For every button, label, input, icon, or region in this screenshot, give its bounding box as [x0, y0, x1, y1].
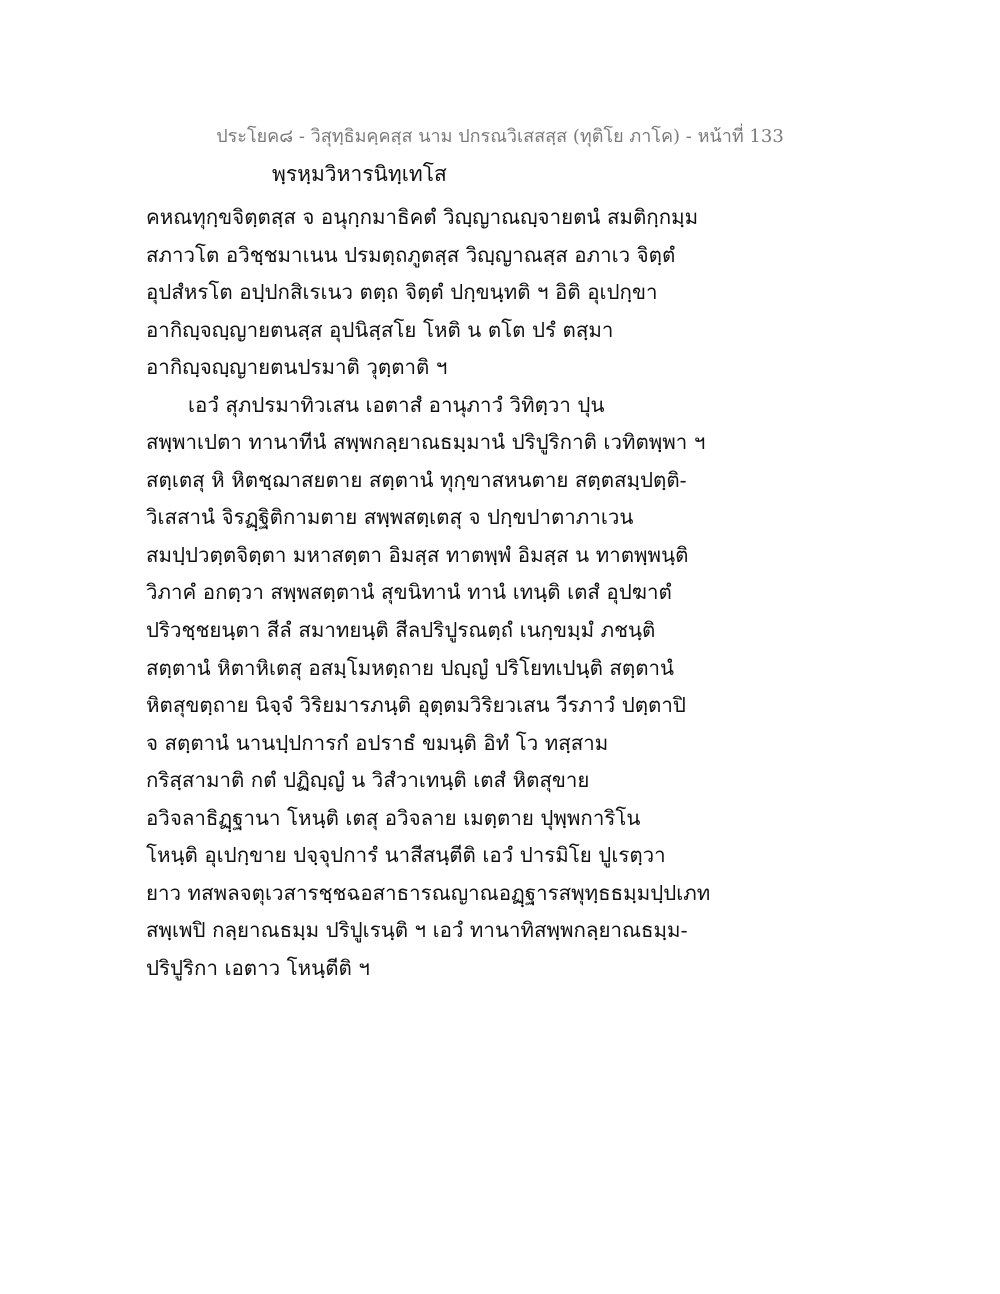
- text-line: วิภาคํ อกตฺวา สพฺพสตฺตานํ สุขนิทานํ ทานํ เทนฺติ เตสํ อุปฆาตํ: [146, 580, 672, 605]
- text-line: หิตสุขตฺถาย นิจฺจํ วิริยมารภนฺติ อุตฺตมวิริยวเสน วีรภาวํ ปตฺตาปิ: [146, 693, 686, 718]
- text-line: สพฺเพปิ กลฺยาณธมฺม ปริปูเรนฺติ ฯ เอวํ ทานาทิสพฺพกลฺยาณธมฺม-: [146, 918, 688, 943]
- paragraph-start-line: เอวํ สุภปรมาทิวเสน เอตาสํ อานุภาวํ วิทิตฺวา ปุน: [188, 392, 605, 417]
- text-line: อากิญฺจญฺญายตนปรมาติ วุตฺตาติ ฯ: [146, 355, 448, 380]
- text-line: ยาว ทสพลจตุเวสารชฺชฉอสาธารณญาณอฏฺฐารสพุทฺธธมฺมปฺปเภท: [146, 880, 711, 905]
- text-line: อวิจลาธิฏฺฐานา โหนฺติ เตสุ อวิจลาย เมตฺตาย ปุพฺพการิโน: [146, 805, 641, 830]
- text-line: คหณทุกฺขจิตฺตสฺส จ อนุกฺกมาธิคตํ วิญฺญาณญฺจายตนํ สมติกฺกมฺม: [146, 205, 699, 229]
- text-line: สพฺพาเปตา ทานาทีนํ สพฺพกลฺยาณธมฺมานํ ปริปูริกาติ เวทิตพฺพา ฯ: [146, 430, 706, 455]
- text-line: ปริวชฺชยนฺตา สีลํ สมาทยนฺติ สีลปริปูรณตฺถํ เนกฺขมฺมํ ภชนฺติ: [146, 618, 656, 643]
- text-line: อากิญฺจญฺญายตนสฺส อุปนิสฺสโย โหติ น ตโต ปรํ ตสฺมา: [146, 317, 614, 342]
- text-line: สมปฺปวตฺตจิตฺตา มหาสตฺตา อิมสฺส ทาตพฺพํ อิมสฺส น ทาตพฺพนฺติ: [146, 542, 689, 567]
- text-line: อุปสํหรโต อปฺปกสิเรเนว ตตฺถ จิตฺตํ ปกฺขนฺทติ ฯ อิติ อุเปกฺขา: [146, 280, 658, 305]
- body-text: [146, 199, 711, 987]
- text-line: วิเสสานํ จิรฏฺฐิติกามตาย สพฺพสตฺเตสุ จ ปกฺขปาตาภาเวน: [146, 505, 634, 530]
- text-line: สตฺเตสุ หิ หิตชฺฌาสยตาย สตฺตานํ ทุกฺขาสหนตาย สตฺตสมฺปตฺติ-: [146, 467, 687, 492]
- text-line: โหนฺติ อุเปกฺขาย ปจฺจุปการํ นาสีสนฺตีติ เอวํ ปารมิโย ปูเรตฺวา: [146, 843, 666, 868]
- text-line: กริสฺสามาติ กตํ ปฏิญฺญํ น วิสํวาเทนฺติ เตสํ หิตสุขาย: [146, 768, 590, 793]
- text-line: จ สตฺตานํ นานปฺปการกํ อปราธํ ขมนฺติ อิทํ โว ทสฺสาม: [146, 730, 609, 755]
- running-header: ประโยค๘ - วิสุทฺธิมคฺคสฺส นาม ปกรณวิเสสสฺส (ทุติโย ภาโค) - หน้าที่ 133: [216, 126, 784, 147]
- text-line: สตฺตานํ หิตาหิเตสุ อสมฺโมหตฺถาย ปญฺญํ ปริโยทเปนฺติ สตฺตานํ: [146, 655, 675, 680]
- text-line: สภาวโต อวิชฺชมาเนน ปรมตฺถภูตสฺส วิญฺญาณสฺส อภาเว จิตฺตํ: [146, 242, 676, 267]
- section-heading: พฺรหฺมวิหารนิทฺเทโส: [272, 162, 447, 186]
- text-line: ปริปูริกา เอตาว โหนฺตีติ ฯ: [146, 955, 370, 980]
